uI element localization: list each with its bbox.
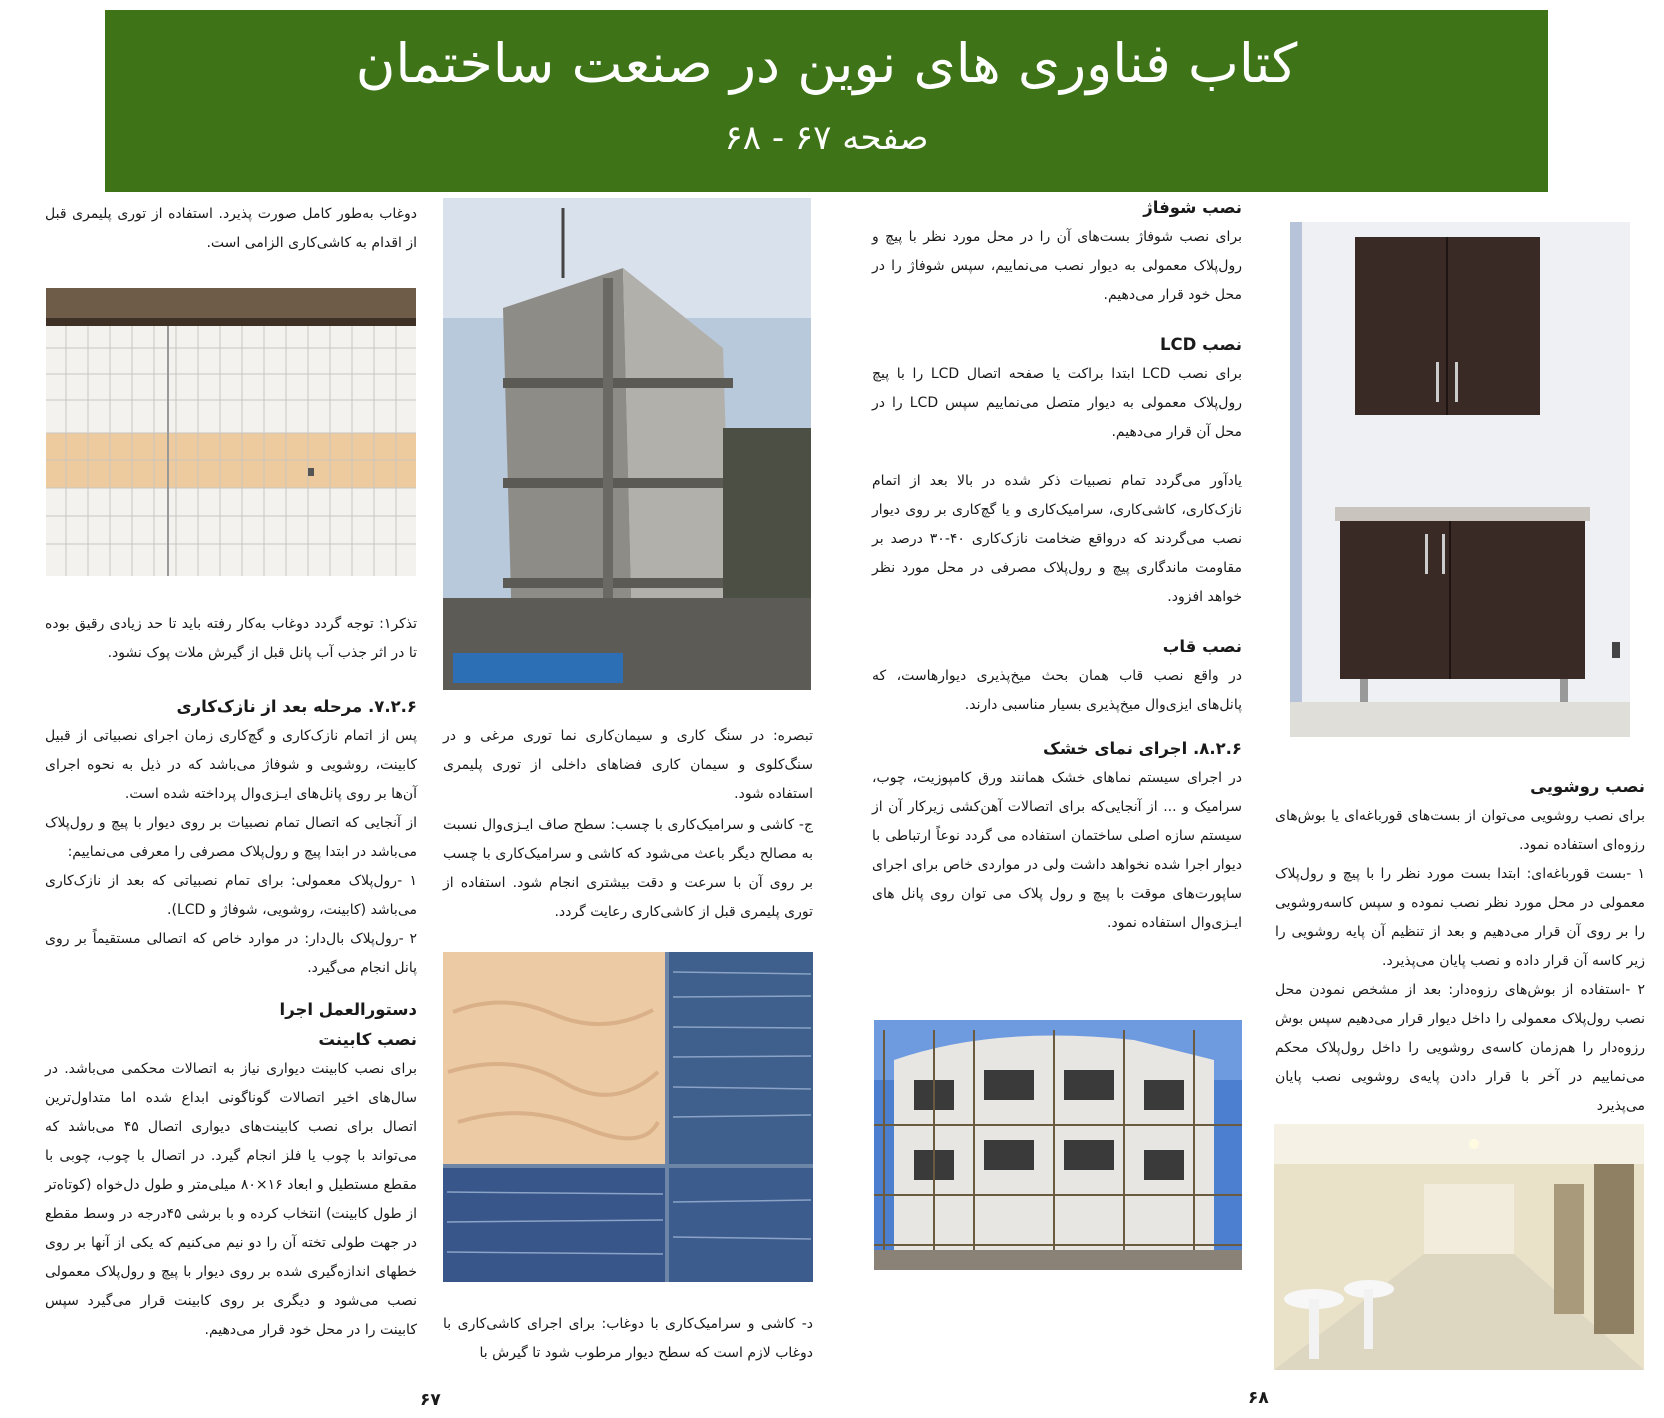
- radiator-heading: نصب شوفاژ: [1143, 198, 1242, 217]
- col2-caption2: [443, 811, 813, 927]
- col2-caption2-text: ج- کاشی و سرامیک‌کاری با چسب: سطح صاف ایـزی‌وال نسبت به مصالح دیگر باعث می‌شود که کاشی و سرامیک‌کاری با چسب بر روی آن با سرعت و دقت بیشتری انجام شود. استفاده از توری پلیمری قبل از کاشی‌کاری رعایت گردد.: [443, 817, 813, 920]
- book-title: کتاب فناوری های نوین در صنعت ساختمان: [355, 32, 1298, 95]
- col3-p5: در اجرای سیستم نماهای خشک همانند ورق کامپوزیت، چوب، سرامیک و ... از آنجایی‌که برای اتصالات آهن‌کشی زیرکار آن از سیستم سازه اصلی ساختمان استفاده می گردد نوعاً ارتباطی با دیوار اجرا شده نخواهد داشت ولی در مواردی خاص برای اجرای ساپورت‌های موقت با پیچ و رول پلاک می توان روی پانل های ایـزی‌وال استفاده نمود.: [872, 770, 1242, 931]
- col1-body: [45, 692, 417, 1345]
- page-number-right: ۶۸: [1248, 1388, 1269, 1408]
- col1-note: [45, 610, 417, 668]
- header-banner: [105, 10, 1548, 192]
- col1-intro: [45, 200, 417, 258]
- col4-p1: برای نصب روشویی می‌توان از بست‌های قورباغه‌ای یا بوش‌های رزوه‌ای استفاده نمود.: [1275, 808, 1645, 853]
- frame-heading: نصب قاب: [1162, 637, 1242, 656]
- col1-note-text: تذکر۱: توجه گردد دوغاب به‌کار رفته باید تا حد زیادی رقیق بوده تا در اثر جذب آب پانل قبل از گیرش ملات پوک نشود.: [45, 616, 417, 661]
- col3-p1: برای نصب شوفاژ بست‌های آن را در محل مورد نظر با پیچ و رول‌پلاک معمولی به دیوار نصب می‌نماییم، سپس شوفاژ را در محل خود قرار می‌دهیم.: [872, 229, 1242, 303]
- col1-p5: برای نصب کابینت دیواری نیاز به اتصالات محکمی می‌باشد. در سال‌های اخیر اتصالات گوناگونی ابداع شده اما متداول‌ترین اتصال برای نصب کابینت‌های دیواری اتصال ۴۵ می‌باشد که می‌تواند با چوب یا فلز انجام گیرد. در اتصال با چوب، چوبی با مقطع مستطیل و ابعاد ۱۶×۸۰ میلی‌متر و طول دل‌خواه (کوتاه‌تر از طول کابینت) انتخاب کرده و با برشی ۴۵درجه در وسط مقطع در جهت طولی تخته آن را دو نیم می‌کنیم که یکی از آنها بر روی خطهای اندازه‌گیری شده بر روی دیوار با پیچ و رول‌پلاک معمولی نصب می‌شود و دیگری بر روی کابینت قرار می‌گیرد سپس کابینت را در محل خود قرار می‌دهیم.: [45, 1061, 417, 1338]
- col4-p3: ۲ -استفاده از بوش‌های رزوه‌دار: بعد از مشخص نمودن محل نصب رول‌پلاک معمولی را داخل دیوار قرار می‌دهیم سپس بوش رزوه‌دار را هم‌زمان کاسه‌ی روشویی را داخل رول‌پلاک محکم می‌نماییم در آخر با قرار دادن پایه‌ی روشویی نصب پایان می‌پذیرد: [1275, 982, 1645, 1114]
- cabinet-heading: نصب کابینت: [318, 1030, 417, 1049]
- tiled-wall-photo: [46, 288, 416, 576]
- col1-p4: ۲ -رول‌پلاک بال‌دار: در موارد خاص که اتصالی مستقیماً بر روی پانل انجام می‌گیرد.: [45, 931, 417, 976]
- col3-p4: در واقع نصب قاب همان بحث میخ‌پذیری دیوارهاست، که پانل‌های ایزی‌وال میخ‌پذیری بسیار مناسبی دارند.: [872, 668, 1242, 713]
- col3-body: [872, 193, 1242, 938]
- building-structure-photo: [443, 198, 811, 690]
- col1-p2: از آنجایی که اتصال تمام نصبیات بر روی دیوار با پیچ و رول‌پلاک می‌باشد در ابتدا پیچ و رول‌پلاک مصرفی را معرفی می‌نماییم:: [45, 815, 417, 860]
- col1-p1: پس از اتمام نازک‌کاری و گچ‌کاری زمان اجرای نصبیاتی از قبیل کابینت، روشویی و شوفاژ می‌باشد که در ذیل به نحوه اجرای آن‌ها بر روی پانل‌های ایـزی‌وال پرداخته شده است.: [45, 728, 417, 802]
- col3-p2: برای نصب LCD ابتدا براکت یا صفحه اتصال LCD را با پیچ رول‌پلاک معمولی به دیوار متصل می‌نماییم سپس LCD را در محل آن قرار می‌دهیم.: [872, 366, 1243, 440]
- facade-scaffold-photo: [874, 1020, 1242, 1270]
- col4-body: [1275, 772, 1645, 1121]
- instructions-heading: دستورالعمل اجرا: [279, 1000, 417, 1019]
- washroom-photo: [1274, 1124, 1644, 1370]
- section-7-heading: ۷.۲.۶. مرحله بعد از نازک‌کاری: [176, 697, 417, 716]
- col2-caption1-text: تبصره: در سنگ کاری و سیمان‌کاری نما توری مرغی و در سنگ‌کلوی و سیمان کاری فضاهای داخلی از توری پلیمری استفاده شود.: [443, 728, 813, 802]
- col3-p3: یادآور می‌گردد تمام نصبیات ذکر شده در بالا بعد از اتمام نازک‌کاری، کاشی‌کاری، سرامیک‌کاری و یا گچ‌کاری بر روی دیوار نصب می‌گردند که درواقع ضخامت نازک‌کاری ۴۰-۳۰ درصد بر مقاومت ماندگاری پیچ و رول‌پلاک مصرفی در محل مورد نظر خواهد افزود.: [872, 473, 1242, 605]
- tile-texture-photo: [443, 952, 813, 1282]
- page-number-left: ۶۷: [420, 1390, 441, 1410]
- col4-p2: ۱ -بست قورباغه‌ای: ابتدا بست مورد نظر را با پیچ و رول‌پلاک معمولی در محل مورد نظر نصب نموده و سپس کاسه‌روشویی را بر روی آن قرار می‌دهیم و بعد از تنظیم آن پایه روشویی را زیر کاسه آن قرار داده و نصب پایان می‌پذیرد.: [1275, 866, 1645, 969]
- lcd-heading: نصب LCD: [1160, 335, 1242, 354]
- col2-caption3-text: د- کاشی و سرامیک‌کاری با دوغاب: برای اجرای کاشی‌کاری با دوغاب لازم است که سطح دیوار مرطوب شود تا گیرش با: [443, 1316, 813, 1361]
- cabinet-photo: [1290, 222, 1630, 737]
- dry-facade-heading: ۸.۲.۶. اجرای نمای خشک: [1043, 739, 1242, 758]
- washbasin-heading: نصب روشویی: [1530, 777, 1645, 796]
- col1-intro-text: دوغاب به‌طور کامل صورت پذیرد. استفاده از توری پلیمری قبل از اقدام به کاشی‌کاری الزامی است.: [45, 206, 417, 251]
- col1-p3: ۱ -رول‌پلاک معمولی: برای تمام نصبیاتی که بعد از نازک‌کاری می‌باشد (کابینت، روشویی، شوفاژ و LCD).: [45, 873, 417, 918]
- col2-caption1: [443, 722, 813, 809]
- col2-caption3: [443, 1310, 813, 1368]
- page-range: صفحه ۶۷ - ۶۸: [724, 118, 929, 158]
